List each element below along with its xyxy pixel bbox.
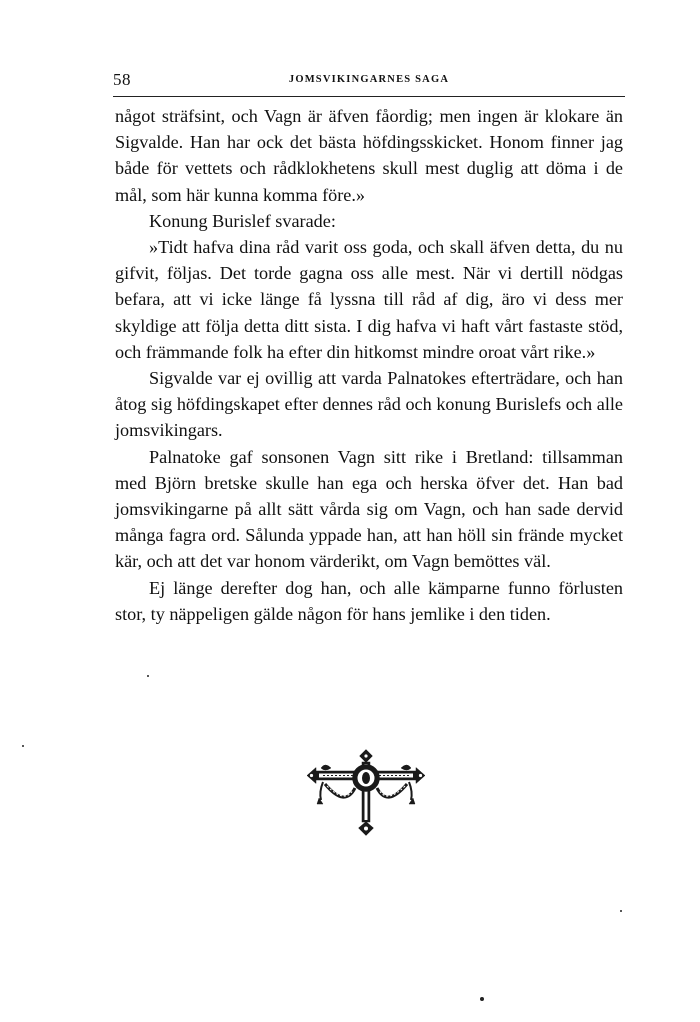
printing-speck	[22, 745, 24, 747]
printing-speck	[480, 997, 484, 1001]
running-title: JOMSVIKINGARNES SAGA	[288, 74, 450, 85]
cross-garland-ornament-icon	[303, 748, 429, 836]
paragraph-burislef-speech: »Tidt hafva dina råd varit oss goda, och skall äfven detta, du nu gifvit, följas. Det torde gagna oss alle mest. När vi dertill nödgas befara, att vi icke länge få lyssna till råd af dig, äro vi dess mer skyldige att följa detta ditt sista. I dig hafva vi haft vårt fastaste stöd, och främmande folk ha efter din hitkomst mindre oroat vårt rike.»	[115, 237, 623, 362]
paragraph-burislef-answer: Konung Burislef svarade:	[149, 210, 336, 231]
body-text	[115, 103, 623, 627]
page-number: 58	[113, 70, 131, 89]
header-rule	[113, 96, 625, 97]
paragraph-palnatoke-gift: Palnatoke gaf sonsonen Vagn sitt rike i Bretland: tillsamman med Björn bretske skulle han ega och herska öfver det. Han bad jomsvikingarne på allt sätt vårda sig om Vagn, och han sade dervid många fagra ord. Sålunda yppade han, att han höll sin frände mycket kär, och att det var honom värderikt, om Vagn bemöttes väl.	[115, 446, 623, 572]
paragraph-sigvalde: Sigvalde var ej ovillig att varda Palnatokes efterträdare, och han åtog sig höfdingskapet efter dennes råd och konung Burislefs och alle jomsvikingars.	[115, 368, 623, 441]
printing-speck	[147, 675, 149, 677]
printing-speck	[620, 910, 622, 912]
page-header	[113, 70, 625, 92]
paragraph-palnatoke-death: Ej länge derefter dog han, och alle kämparne funno förlusten stor, ty näppeligen gälde någon för hans jemlike i den tiden.	[115, 577, 623, 624]
paragraph-continuation: något sträfsint, och Vagn är äfven fåordig; men ingen är klokare än Sigvalde. Han har ock det bästa höfdingsskicket. Honom finner jag både för vettets och rådklokhetens skull mest duglig att döma i de mål, som här kunna komma före.»	[115, 106, 623, 205]
